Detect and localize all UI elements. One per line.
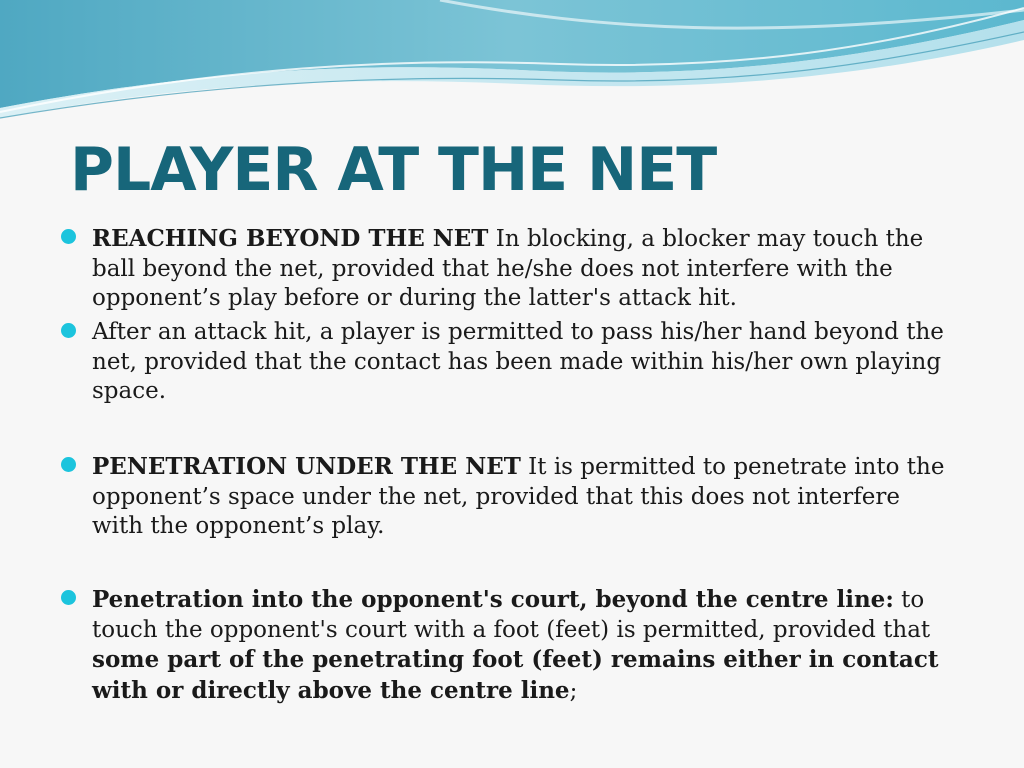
bullet-text: ; <box>569 677 578 704</box>
bullet-item <box>92 585 952 706</box>
bullet-bold-text: Penetration into the opponent's court, beyond the centre line: <box>92 586 894 613</box>
bullet-bold-text: PENETRATION UNDER THE NET <box>92 453 521 480</box>
bullet-item <box>92 452 952 542</box>
bullet-text: It is permitted to penetrate into the opponent’s space under the net, provided that this does not interfere with the opponent’s play. <box>92 454 945 539</box>
bullet-item <box>92 318 952 407</box>
bullet-dot-icon <box>61 590 76 605</box>
bullet-dot-icon <box>61 229 76 244</box>
bullet-bold-text: REACHING BEYOND THE NET <box>92 225 489 252</box>
bullet-item <box>92 224 952 314</box>
slide-title: PLAYER AT THE NET <box>70 135 717 205</box>
bullet-dot-icon <box>61 323 76 338</box>
bullet-dot-icon <box>61 457 76 472</box>
bullet-text: After an attack hit, a player is permitted to pass his/her hand beyond the net, provided that the contact has been made within his/her own playing space. <box>92 319 944 404</box>
bullet-bold-text: some part of the penetrating foot (feet) remains either in contact with or directly above the centre line <box>92 646 939 704</box>
bullet-text: In blocking, a blocker may touch the ball beyond the net, provided that he/she does not interfere with the opponent’s play before or during the latter's attack hit. <box>92 226 924 311</box>
bullet-text: to touch the opponent's court with a foot (feet) is permitted, provided that <box>92 587 931 643</box>
